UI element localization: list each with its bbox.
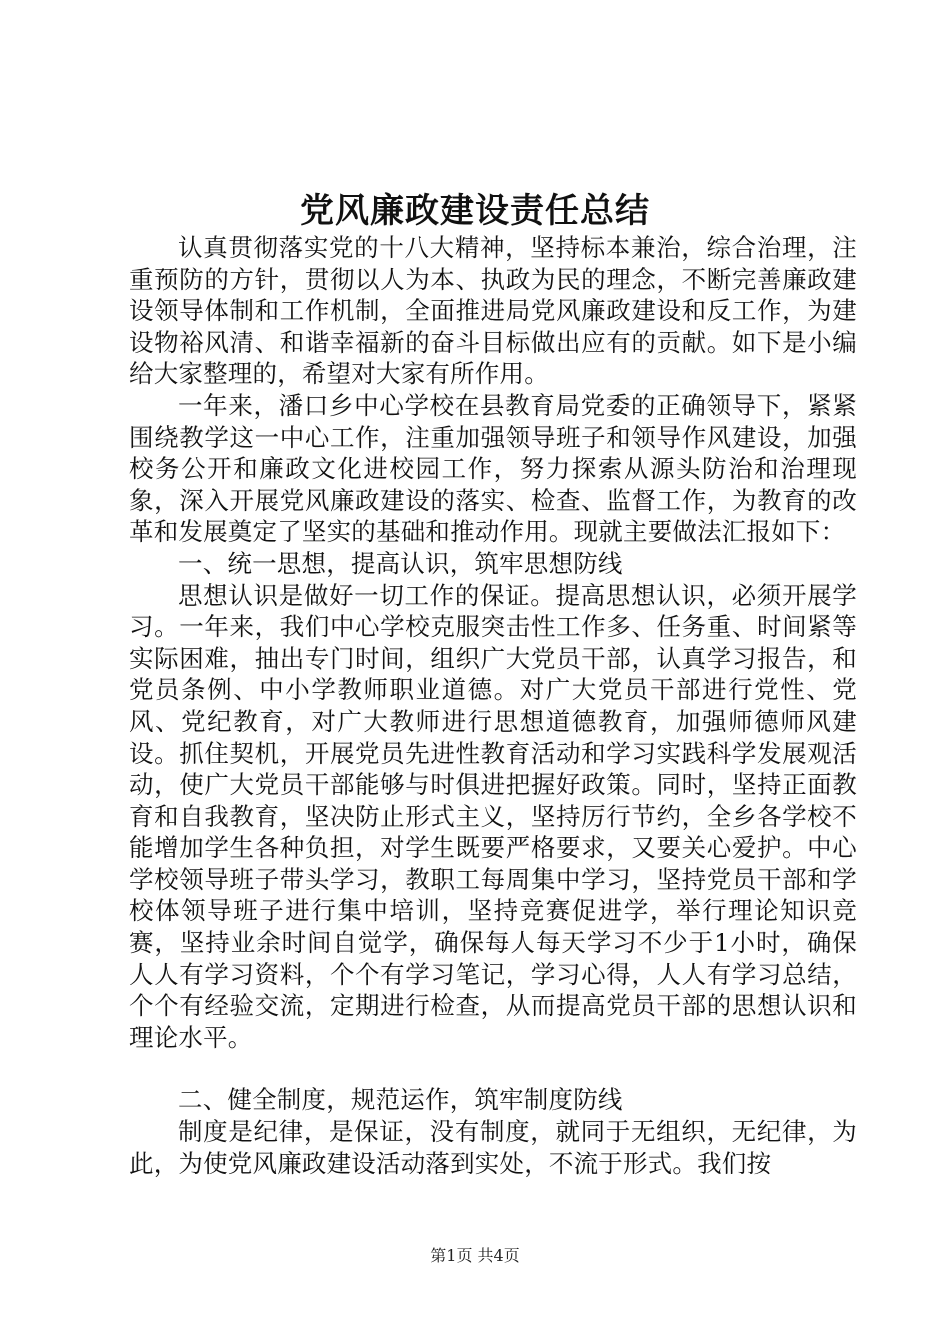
document-body — [129, 232, 857, 1179]
page-number-footer: 第1页 共4页 — [430, 1246, 520, 1265]
section-heading-1: 一、统一思想，提高认识，筑牢思想防线 — [178, 548, 623, 578]
section-1-paragraph: 思想认识是做好一切工作的保证。提高思想认识，必须开展学习。一年来，我们中心学校克服突击性工作多、任务重、时间紧等实际困难，抽出专门时间，组织广大党员干部，认真学习报告，和党员条例、中小学教师职业道德。对广大党员干部进行党性、党风、党纪教育，对广大教师进行思想道德教育，加强师德师风建设。抓住契机，开展党员先进性教育活动和学习实践科学发展观活动，使广大党员干部能够与时俱进把握好政策。同时，坚持正面教育和自我教育，坚决防止形式主义，坚持厉行节约，全乡各学校不能增加学生各种负担，对学生既要严格要求，又要关心爱护。中心学校领导班子带头学习，教职工每周集中学习，坚持党员干部和学校体领导班子进行集中培训，坚持竞赛促进学，举行理论知识竞赛，坚持业余时间自觉学，确保每人每天学习不少于1小时，确保人人有学习资料，个个有学习笔记，学习心得，人人有学习总结，个个有经验交流，定期进行检查，从而提高党员干部的思想认识和理论水平。 — [129, 580, 857, 1052]
intro-paragraph: 认真贯彻落实党的十八大精神，坚持标本兼治，综合治理，注重预防的方针，贯彻以人为本、执政为民的理念，不断完善廉政建设领导体制和工作机制，全面推进局党风廉政建设和反工作，为建设物裕风清、和谐幸福新的奋斗目标做出应有的贡献。如下是小编给大家整理的，希望对大家有所作用。 — [129, 233, 857, 389]
paragraph-spacer — [129, 1053, 857, 1084]
section-heading-2: 二、健全制度，规范运作，筑牢制度防线 — [178, 1085, 623, 1115]
overview-paragraph: 一年来，潘口乡中心学校在县教育局党委的正确领导下，紧紧围绕教学这一中心工作，注重加强领导班子和领导作风建设，加强校务公开和廉政文化进校园工作，努力探索从源头防治和治理现象，深入开展党风廉政建设的落实、检查、监督工作，为教育的改革和发展奠定了坚实的基础和推动作用。现就主要做法汇报如下： — [129, 390, 857, 547]
document-title: 党风廉政建设责任总结 — [300, 191, 650, 231]
section-2-paragraph: 制度是纪律，是保证，没有制度，就同于无组织，无纪律，为此，为使党风廉政建设活动落到实处，不流于形式。我们按 — [129, 1117, 857, 1178]
